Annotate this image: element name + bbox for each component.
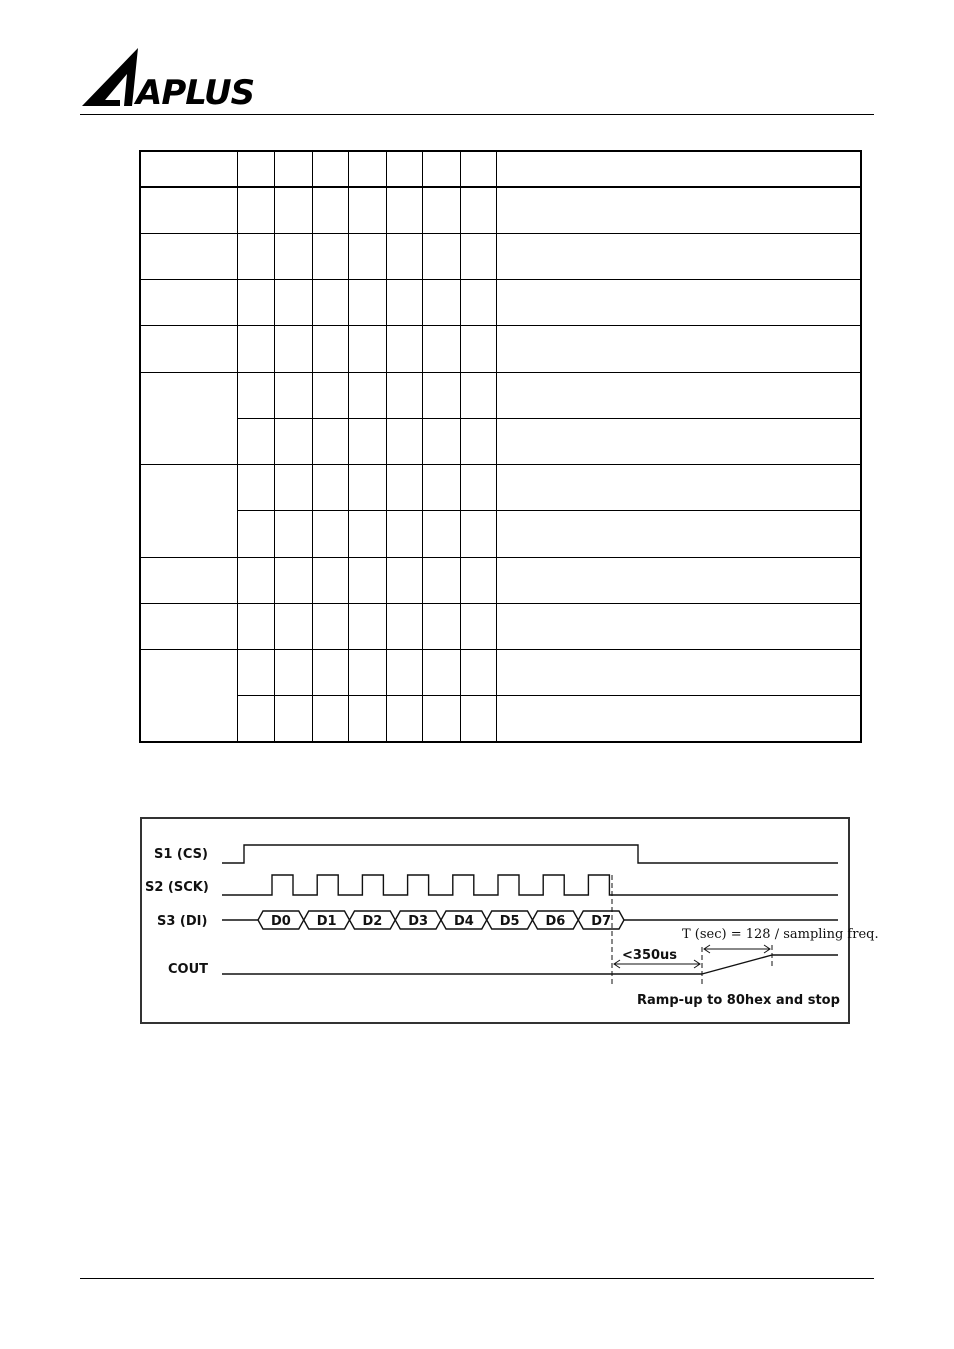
table-row <box>140 233 861 279</box>
table-cell <box>348 233 386 279</box>
table-cell <box>496 326 861 372</box>
table-cell <box>460 233 496 279</box>
table-cell <box>496 557 861 603</box>
table-cell <box>386 280 422 326</box>
table-cell <box>496 603 861 649</box>
table-cell <box>312 418 348 464</box>
table-cell <box>386 372 422 418</box>
table-cell <box>348 603 386 649</box>
table-cell <box>496 696 861 742</box>
data-bit-label: D4 <box>453 914 474 929</box>
table-cell <box>422 418 460 464</box>
table-cell <box>348 511 386 557</box>
delay-annotation: <350us <box>622 948 678 963</box>
table-cell <box>140 151 237 187</box>
table-cell <box>496 372 861 418</box>
table-cell <box>237 418 274 464</box>
table-cell <box>422 465 460 511</box>
table-row <box>140 511 861 557</box>
table-cell <box>274 511 312 557</box>
table-cell <box>348 418 386 464</box>
table-cell <box>386 650 422 696</box>
table-cell <box>140 187 237 233</box>
s3-label: S3 (DI) <box>157 914 208 929</box>
table-cell <box>422 326 460 372</box>
table-cell <box>386 187 422 233</box>
table-cell <box>460 187 496 233</box>
footer-rule <box>80 1278 874 1279</box>
table-cell <box>386 696 422 742</box>
table-cell <box>312 557 348 603</box>
table-cell <box>237 465 274 511</box>
table-cell <box>422 696 460 742</box>
table-cell <box>386 151 422 187</box>
table-cell <box>274 465 312 511</box>
table-cell <box>140 326 237 372</box>
table-cell <box>274 372 312 418</box>
table-cell <box>422 557 460 603</box>
spec-table <box>139 150 862 743</box>
table-cell <box>312 603 348 649</box>
data-bit-label: D1 <box>316 914 337 929</box>
data-bit-label: D6 <box>545 914 566 929</box>
data-bit-label: D3 <box>408 914 429 929</box>
table-cell <box>237 511 274 557</box>
table-cell <box>496 465 861 511</box>
table-cell <box>460 511 496 557</box>
table-cell <box>422 187 460 233</box>
table-cell <box>386 557 422 603</box>
table-cell <box>140 465 237 557</box>
table-cell <box>274 233 312 279</box>
table-cell <box>386 418 422 464</box>
table-cell <box>312 151 348 187</box>
table-cell <box>386 233 422 279</box>
table-cell <box>312 511 348 557</box>
table-cell <box>312 696 348 742</box>
table-cell <box>496 418 861 464</box>
table-row <box>140 280 861 326</box>
table-cell <box>386 465 422 511</box>
s1-label: S1 (CS) <box>154 847 208 862</box>
table-cell <box>460 326 496 372</box>
table-cell <box>140 233 237 279</box>
table-row <box>140 372 861 418</box>
table-cell <box>348 280 386 326</box>
table-cell <box>348 151 386 187</box>
table-cell <box>274 557 312 603</box>
table-cell <box>140 557 237 603</box>
table-cell <box>496 151 861 187</box>
table-cell <box>274 151 312 187</box>
cs-waveform <box>222 845 838 863</box>
table-cell <box>274 418 312 464</box>
table-cell <box>237 151 274 187</box>
table-cell <box>237 603 274 649</box>
table-cell <box>348 696 386 742</box>
table-cell <box>460 465 496 511</box>
table-cell <box>140 372 237 464</box>
table-cell <box>460 557 496 603</box>
table-cell <box>274 603 312 649</box>
table-row <box>140 326 861 372</box>
table-cell <box>312 372 348 418</box>
cout-ramp <box>702 955 772 974</box>
table-cell <box>460 696 496 742</box>
table-row <box>140 650 861 696</box>
table-cell <box>140 280 237 326</box>
timing-diagram <box>140 817 879 1024</box>
table-cell <box>460 151 496 187</box>
table-cell <box>348 465 386 511</box>
timing-svg <box>142 819 879 1022</box>
table-cell <box>237 372 274 418</box>
aplus-logo <box>80 44 255 113</box>
table-cell <box>422 372 460 418</box>
table-cell <box>460 603 496 649</box>
table-cell <box>422 280 460 326</box>
data-bit-label: D7 <box>591 914 612 929</box>
table-row <box>140 603 861 649</box>
table-cell <box>237 650 274 696</box>
table-cell <box>237 280 274 326</box>
table-row <box>140 465 861 511</box>
table-cell <box>312 233 348 279</box>
table-cell <box>386 603 422 649</box>
cout-label: COUT <box>168 962 209 977</box>
table-cell <box>312 187 348 233</box>
table-cell <box>348 372 386 418</box>
table-cell <box>386 326 422 372</box>
data-bit-label: D0 <box>270 914 291 929</box>
table-cell <box>496 650 861 696</box>
table-cell <box>348 650 386 696</box>
table-cell <box>496 280 861 326</box>
table-cell <box>274 280 312 326</box>
table-cell <box>496 233 861 279</box>
table-cell <box>312 650 348 696</box>
table-cell <box>140 603 237 649</box>
table-cell <box>460 280 496 326</box>
table-cell <box>460 418 496 464</box>
table-row <box>140 418 861 464</box>
table-cell <box>237 557 274 603</box>
table-row <box>140 557 861 603</box>
table-cell <box>312 280 348 326</box>
table-cell <box>348 326 386 372</box>
table-cell <box>422 151 460 187</box>
table-cell <box>422 650 460 696</box>
table-cell <box>422 233 460 279</box>
table-cell <box>140 650 237 742</box>
table-cell <box>386 511 422 557</box>
table-cell <box>312 326 348 372</box>
table-cell <box>460 372 496 418</box>
data-bit-label: D2 <box>362 914 383 929</box>
table-cell <box>274 187 312 233</box>
table-cell <box>312 465 348 511</box>
table-cell <box>237 696 274 742</box>
table-cell <box>348 187 386 233</box>
table-cell <box>237 187 274 233</box>
table-cell <box>496 511 861 557</box>
ramp-annotation: Ramp-up to 80hex and stop <box>637 993 840 1008</box>
table-cell <box>237 233 274 279</box>
table-cell <box>460 650 496 696</box>
table-row <box>140 187 861 233</box>
table-header-row <box>140 151 861 187</box>
period-annotation: T (sec) = 128 / sampling freq. <box>682 927 879 942</box>
brand-wordmark: APLUS <box>136 73 255 113</box>
table-cell <box>274 326 312 372</box>
table-cell <box>274 650 312 696</box>
header-rule <box>80 114 874 115</box>
data-bit-label: D5 <box>499 914 520 929</box>
table-cell <box>274 696 312 742</box>
table-cell <box>496 187 861 233</box>
table-cell <box>348 557 386 603</box>
table-cell <box>422 511 460 557</box>
s2-label: S2 (SCK) <box>145 880 209 895</box>
table-cell <box>237 326 274 372</box>
sck-waveform <box>222 875 838 895</box>
table-cell <box>422 603 460 649</box>
table-row <box>140 696 861 742</box>
